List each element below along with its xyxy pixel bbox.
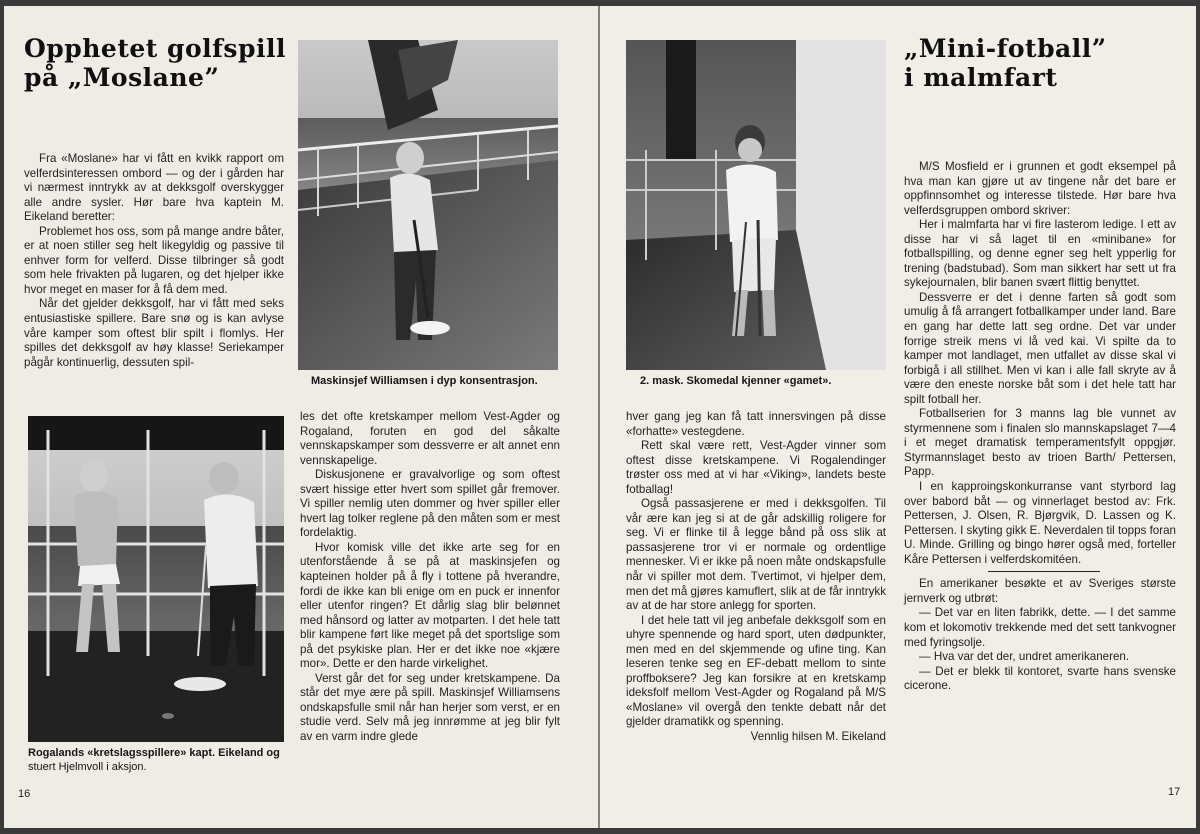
paragraph: les det ofte kretskamper mellom Vest-Agder og Rogaland, foruten en god del såkalte vennskapskamper som dessverre er alt annet enn vennskapelige. [300, 410, 560, 467]
signature: Vennlig hilsen M. Eikeland [750, 730, 886, 744]
paragraph: Rett skal være rett, Vest-Agder vinner som oftest disse kretskampene. Vi Rogalendinger trøster oss med at vi har «Viking», landets beste fotballag! [626, 439, 886, 496]
paragraph: hver gang jeg kan få tatt innersvingen på disse «forhatte» vestegdene. [626, 410, 886, 438]
page-number-left: 16 [18, 788, 31, 800]
left-page [4, 6, 598, 828]
photo-rogaland-players-caption [28, 746, 298, 774]
paragraph: Problemet hos oss, som på mange andre båter, er at noen stiller seg helt likegyldig og passive til enhver form for velferd. Disse tilbringer så godt som hele frivakten på lugaren, og det hjelper ikke hvor meget en maser for å få dem med. [24, 224, 284, 296]
right-headline-line-1: „Mini-fotball” [904, 34, 1107, 63]
photo-chief-engineer-putting [298, 40, 558, 370]
paragraph: M/S Mosfield er i grunnen et godt eksempel på hva man kan gjøre ut av tingene når det bare er oppfinnsomhet og interesse tilstede. Hør bare hva velferdsgruppen ombord skriver: [904, 160, 1176, 217]
right-page [600, 6, 1196, 828]
anecdote-paragraph: — Det er blekk til kontoret, svarte hans svenske cicerone. [904, 664, 1176, 693]
right-article-column-2 [904, 160, 1176, 694]
left-headline [24, 34, 286, 92]
paragraph: Fra «Moslane» har vi fått en kvikk rapport om velferdsinteressen ombord — og der i gården har vi nærmest inntrykk av at dekksgolf overskygger alle andre sysler. Hør bare hva kaptein M. Eikeland beretter: [24, 152, 284, 224]
left-headline-line-1: Opphetet golfspill [24, 34, 286, 63]
right-headline-line-2: i malmfart [904, 63, 1058, 92]
right-headline [904, 34, 1107, 92]
photo-second-engineer-caption: 2. mask. Skomedal kjenner «gamet». [640, 375, 832, 387]
left-headline-line-2: på „Moslane” [24, 63, 220, 92]
anecdote-paragraph: — Hva var det der, undret amerikaneren. [919, 650, 1130, 664]
paragraph: Når det gjelder dekksgolf, har vi fått med seks entusiastiske spillere. Bare snø og is kan avlyse våre kamper som oftest blir spilt i flomlys. Her spilles det dekksgolf av høy klasse! Seriekamper pågår kontinuerlig, dessuten spil- [24, 297, 284, 369]
paragraph: I det hele tatt vil jeg anbefale dekksgolf som en uhyre spennende og hard sport, uten dødpunkter, men med en del skjemmende og ufine ting. Kan leseren tenke seg en EF-debatt mellom to sinte proffboksere? Jeg kan forsikre at en kretskamp ideksfolf mellom Vest-Agder og Rogaland på M/S «Moslane» vil overgå den tenkte debatt når det gjelder dramatikk og spenning. [626, 613, 886, 729]
paragraph: Dessverre er det i denne farten så godt som umulig å få arrangert fotballkamper under land. Bare en gang har dette latt seg ordne. Det var under forrige streik mens vi lå ved kai. Vi spilte da to kamper mot landlaget, men utfallet av disse skal vi forbigå i all stillhet. Men vi kan i alle fall skryte av å være den eneste norske båt som i det hele tatt har spilt fotball her. [904, 290, 1176, 406]
photo-rogaland-caption-line-2: stuert Hjelmvoll i aksjon. [28, 761, 147, 773]
photo-rogaland-players-image [28, 416, 284, 742]
paragraph: I en kapproingskonkurranse vant styrbord lag over babord båt — og vinnerlaget bestod av: Frk. Pettersen, J. Olsen, R. Bjørgvik, D. Lassen og K. Pettersen. I skyting gikk E. Neverdalen til topps foran U. Minde. Grilling og bingo hører også med, forteller Kåre Pettersen i velferdskomitéen. [904, 480, 1176, 566]
photo-rogaland-caption-line-1: Rogalands «kretslagsspillere» kapt. Eikeland og [28, 747, 280, 759]
paragraph: Verst går det for seg under kretskampene. Da står det mye ære på spill. Maskinsjef Williamsens ondskapsfulle smil når han herjer som verst, er en studie verd. Selv må jeg innrømme at jeg blir fylt av en varm indre glede [300, 671, 560, 744]
page-number-right: 17 [1168, 786, 1181, 798]
section-divider [988, 571, 1100, 572]
photo-chief-engineer-image [298, 40, 558, 370]
left-article-column-1 [24, 152, 284, 370]
anecdote-paragraph: En amerikaner besøkte et av Sveriges største jernverk og utbrøt: [904, 577, 1176, 605]
paragraph: Diskusjonene er gravalvorlige og som oftest svært hissige etter hvert som spillet går fremover. Vi spiller nemlig uten dommer og hver spiller eller hvert lag tolker reglene på den måten som er mest fordelaktig. [300, 468, 560, 540]
anecdote-paragraph: — Det var en liten fabrikk, dette. — I det samme kom et lokomotiv trekkende med det sett tankvogner med fyringsolje. [904, 606, 1176, 649]
photo-rogaland-players [28, 416, 284, 742]
photo-second-engineer [626, 40, 886, 370]
photo-second-engineer-image [626, 40, 886, 370]
paragraph: Fotballserien for 3 manns lag ble vunnet av styrmennene som i finalen slo mannskapslaget 7—4 i et meget dramatisk temperamentsfylt oppgjør. Styrmannslaget besto av trioen Barth/ Pettersen, Papp. [904, 407, 1176, 479]
photo-chief-engineer-caption: Maskinsjef Williamsen i dyp konsentrasjon. [311, 375, 538, 387]
right-article-column-1 [626, 410, 886, 745]
paragraph: Her i malmfarta har vi fire lasterom ledige. I ett av disse har vi så laget til en «minibane» for fotballspilling, og denne egner seg helt ypperlig for trening (badstubad). Som man sikkert har sett ut fra sykejournalen, blir banen svært flittig benyttet. [904, 218, 1176, 290]
paragraph: Også passasjerene er med i dekksgolfen. Til vår ære kan jeg si at de går adskillig roligere for seg. Vi er flinke til å legge bånd på oss slik at passasjerene tror vi er normale og ordentlige mennesker. Vi er ikke på noen måte ondskapsfulle når vi spiller mot dem. Tvertimot, vi hjelper dem, men det må gjøres kamuflert, slik at de får inntrykk av at de har store anlegg for sporten. [626, 497, 886, 613]
paragraph: Hvor komisk ville det ikke arte seg for en utenforstående å se på at maskinsjefen og kapteinen holder på å fly i tottene på hverandre, fordi de ikke kan bli enige om en puck er innenfor eller utenfor ringen? Et dårlig slag blir belønnet med hånsord og latter av motparten. I det hele tatt blir kampene ført like meget på det sportslige som på det psykiske plan. Her er det ikke noe «kjære mor». Dette er den harde virkelighet. [300, 540, 560, 671]
left-article-column-2 [300, 410, 560, 745]
